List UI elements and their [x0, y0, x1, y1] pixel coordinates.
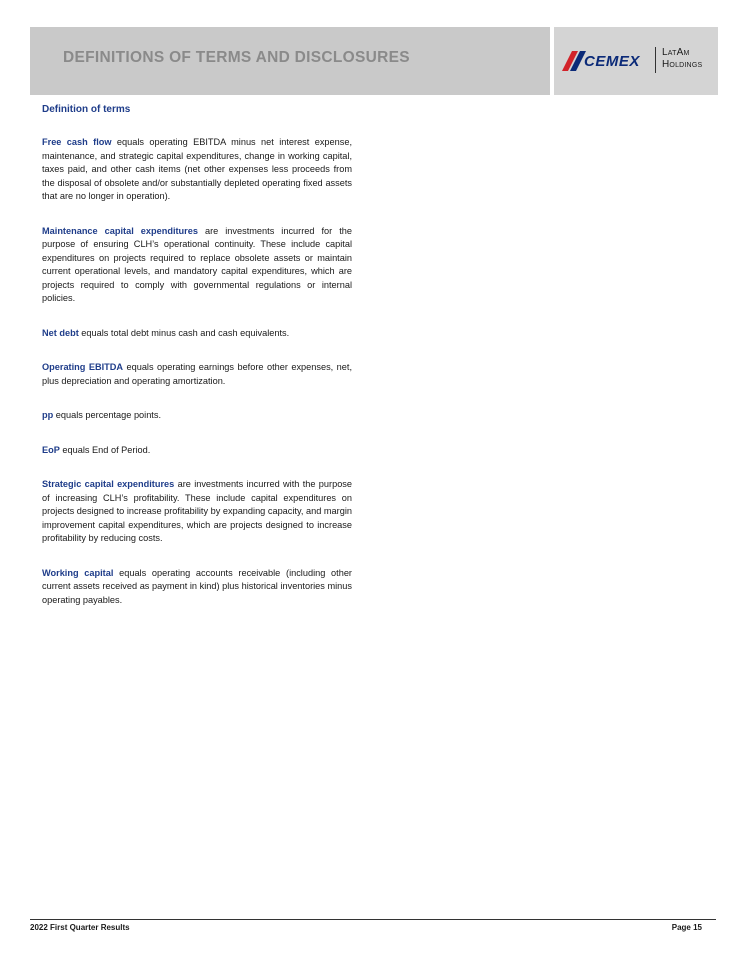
definition-term: Operating EBITDA: [42, 362, 124, 372]
definition-term: Maintenance capital expenditures: [42, 225, 198, 236]
definition-text: equals operating EBITDA minus net interest expense, maintenance, and strategic capital expenditures, change in working capital, taxes paid, and other cash items (net other expenses less proceeds from the disposal of obsolete and/or substantially depleted operating fixed assets that are no longer in operation).: [42, 137, 353, 201]
definition-strategic-capex: [42, 478, 352, 546]
definition-text: equals total debt minus cash and cash equivalents.: [78, 327, 290, 338]
definition-text: equals operating earnings before other expenses, net, plus depreciation and operating amortization.: [42, 362, 353, 386]
logo: [554, 27, 718, 95]
section-heading: Definition of terms: [42, 104, 131, 115]
definition-operating-ebitda: [42, 361, 352, 388]
logo-subtitle-line1: LatAm: [662, 47, 690, 58]
footer-page-number: Page 15: [671, 923, 702, 932]
definition-text: equals percentage points.: [53, 410, 162, 420]
logo-subtitle-line2: Holdings: [662, 59, 703, 70]
definition-working-capital: [42, 567, 352, 608]
logo-subtitle: [662, 47, 702, 71]
logo-brand: CEMEX: [584, 53, 640, 70]
definition-text: are investments incurred with the purpose of increasing CLH’s profitability. These include capital expenditures on projects designed to increase profitability by expanding capacity, and margin improvement capital expenditures, which are projects designed to increase profitability by reducing costs.: [42, 479, 353, 543]
definition-free-cash-flow: [42, 136, 352, 204]
definition-maintenance-capex: [42, 225, 352, 306]
definition-term: Working capital: [42, 567, 114, 578]
definition-term: EoP: [42, 444, 60, 455]
footer-divider: [30, 919, 716, 920]
footer-report-title: 2022 First Quarter Results: [30, 923, 130, 932]
definition-term: Free cash flow: [42, 137, 112, 147]
definition-text: equals operating accounts receivable (including other current assets received as payment in kind) plus historical inventories minus operating payables.: [42, 567, 352, 605]
definition-term: Strategic capital expenditures: [42, 479, 175, 489]
definition-text: are investments incurred for the purpose of ensuring CLH’s operational continuity. These include capital expenditures on projects required to replace obsolete assets or maintain current operational levels, and mandatory capital expenditures, which are projects required to comply with governmental regulations or internal policies.: [42, 225, 353, 303]
definition-term: Net debt: [42, 327, 79, 338]
page-title: DEFINITIONS OF TERMS AND DISCLOSURES: [63, 49, 410, 66]
header-band: [30, 27, 550, 95]
definitions-content: [42, 104, 352, 628]
logo-divider: [655, 47, 656, 73]
definition-net-debt: [42, 327, 352, 341]
definition-eop: [42, 444, 352, 458]
definition-term: pp: [42, 410, 54, 420]
definition-text: equals End of Period.: [59, 444, 151, 455]
definition-pp: [42, 409, 352, 423]
